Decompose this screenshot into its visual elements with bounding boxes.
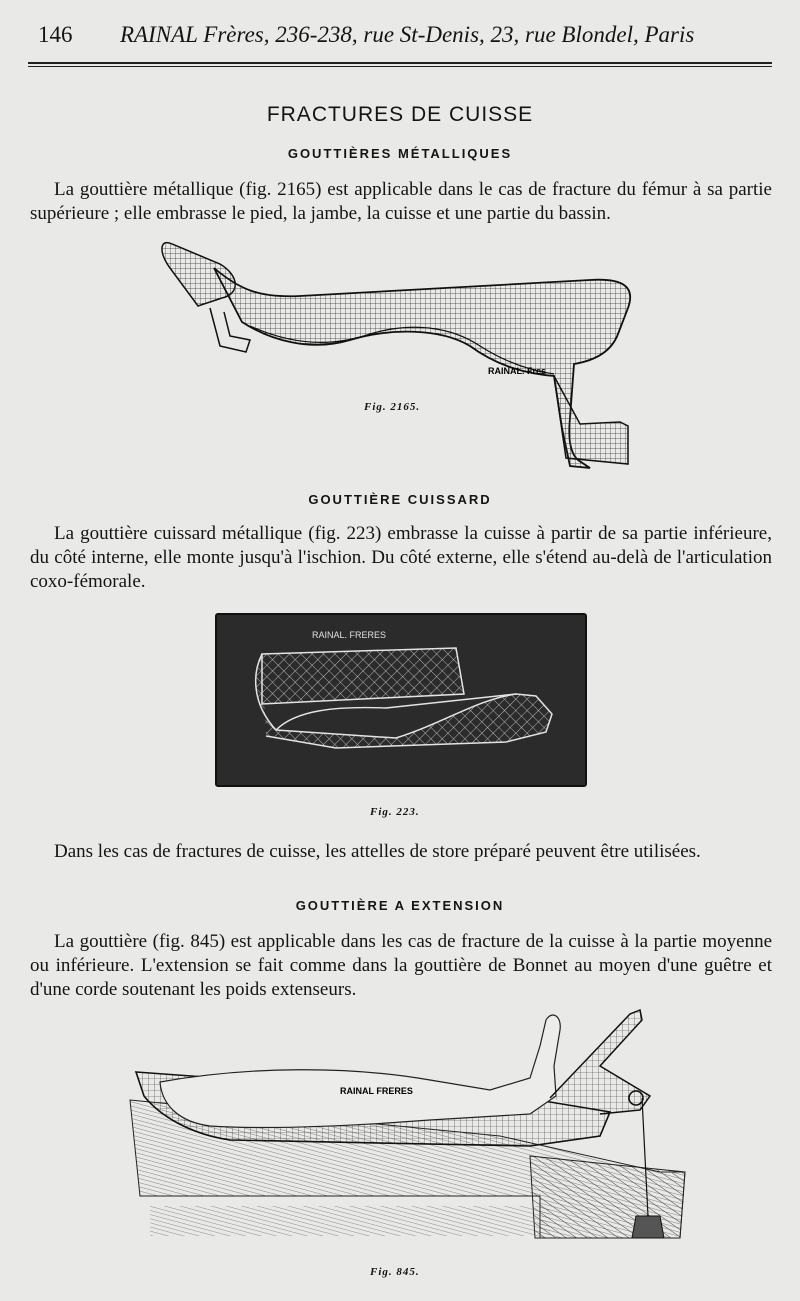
- section-title: FRACTURES DE CUISSE: [266, 103, 534, 126]
- paragraph-gouttiere-metallique: La gouttière métallique (fig. 2165) est applicable dans le cas de fracture du fémur à sa partie supérieure ; elle embrasse le pied, la jambe, la cuisse et une partie du bassin.: [30, 179, 772, 224]
- figure-223-brand: RAINAL. FRERES: [312, 630, 387, 640]
- figure-223-caption: Fig. 223.: [370, 806, 420, 818]
- figure-845-illustration: [130, 1006, 685, 1258]
- subheading-gouttieres-metalliques: GOUTTIÈRES MÉTALLIQUES: [287, 146, 513, 161]
- paragraph-gouttiere-extension: La gouttière (fig. 845) est applicable dans les cas de fracture de la cuisse à la partie moyenne ou inférieure. L'extension se fait comme dans la gouttière de Bonnet au moyen d'une guêtre et d'une corde soutenant les poids extenseurs.: [30, 931, 772, 1000]
- figure-2165-illustration: [150, 228, 640, 473]
- paragraph-attelles-de-store: Dans les cas de fractures de cuisse, les attelles de store préparé peuvent être utilisées.: [54, 841, 701, 862]
- header-rule-thin: [28, 66, 772, 67]
- header-rule: [28, 62, 772, 64]
- page-number: 146: [38, 22, 73, 47]
- subheading-gouttiere-cuissard: GOUTTIÈRE CUISSARD: [308, 492, 492, 507]
- paragraph-gouttiere-cuissard: La gouttière cuissard métallique (fig. 223) embrasse la cuisse à partir de sa partie inférieure, du côté interne, elle monte jusqu'à l'ischion. Du côté externe, elle s'étend au-delà de l'articulation coxo-fémorale.: [30, 523, 772, 592]
- header-title: RAINAL Frères, 236-238, rue St-Denis, 23, rue Blondel, Paris: [120, 22, 695, 47]
- figure-2165-brand: RAINAL. Fres: [488, 366, 547, 376]
- subheading-gouttiere-extension: GOUTTIÈRE A EXTENSION: [295, 898, 505, 913]
- running-header: [36, 22, 764, 56]
- figure-223-photo: [216, 614, 586, 786]
- figure-2165-caption: Fig. 2165.: [364, 401, 421, 413]
- figure-845-brand: RAINAL FRERES: [340, 1086, 413, 1096]
- figure-845-caption: Fig. 845.: [370, 1266, 420, 1278]
